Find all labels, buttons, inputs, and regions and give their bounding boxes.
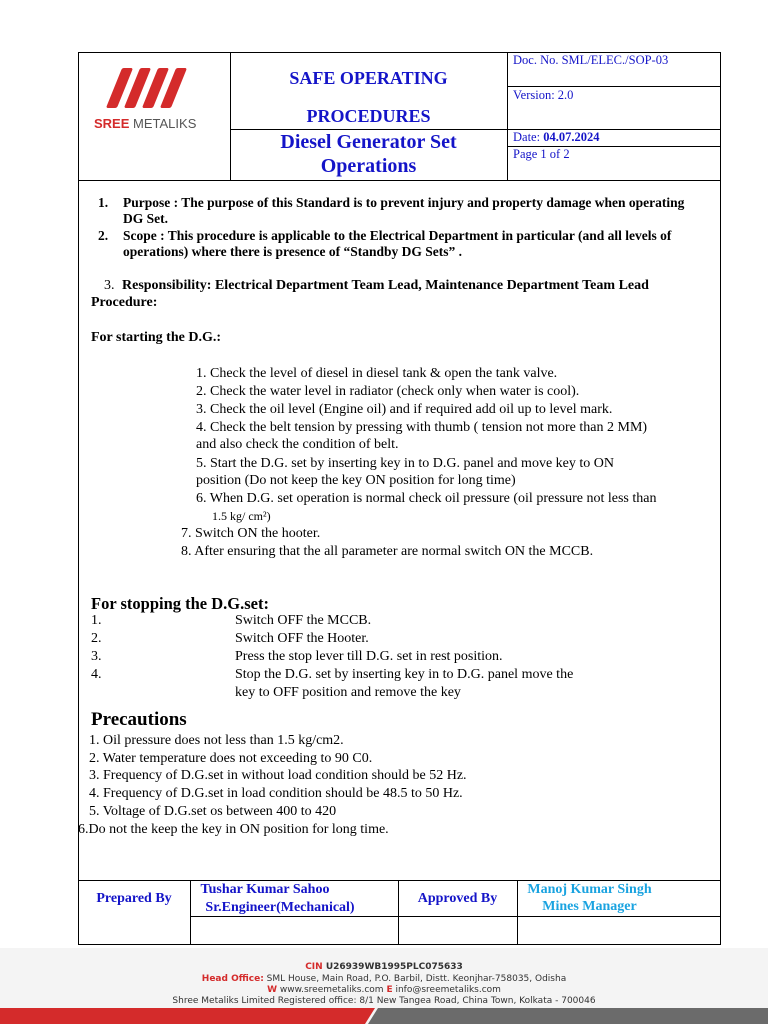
list-item: and also check the condition of belt. [196, 437, 399, 452]
list-item: 1.5 kg/ cm²) [212, 509, 271, 523]
list-item: 1. Check the level of diesel in diesel tank & open the tank valve. [196, 366, 558, 381]
section-heading: For stopping the D.G.set: [91, 594, 269, 613]
page-number: Page 1 of 2 [513, 147, 570, 161]
list-item: 3. Frequency of D.G.set in without load condition should be 52 Hz. [89, 768, 467, 783]
footer-contact: W www.sreemetaliks.com E info@sreemetaliks.com [267, 985, 501, 995]
list-item: Switch OFF the MCCB. [235, 613, 372, 628]
list-item: Switch OFF the Hooter. [235, 631, 369, 646]
header-divider [230, 129, 507, 130]
company-name: SREE METALIKS [94, 116, 197, 131]
list-number: 2. [91, 631, 102, 646]
doc-version: Version: 2.0 [513, 88, 574, 102]
page-title-line2: PROCEDURES [306, 106, 431, 126]
header-divider [507, 86, 721, 87]
table-border [398, 880, 399, 945]
scope-text: Scope : This procedure is applicable to the Electrical Department in particular (and all levels of [123, 228, 672, 243]
list-item: 5. Start the D.G. set by inserting key in to D.G. panel and move key to ON [196, 456, 614, 471]
document-subtitle-line2: Operations [320, 155, 417, 177]
footer-stripe [0, 1008, 768, 1024]
prepared-by-label: Prepared By [96, 891, 172, 906]
list-item: 7. Switch ON the hooter. [181, 526, 321, 541]
list-item: 2. Water temperature does not exceeding to 90 C0. [89, 751, 373, 766]
list-item: 5. Voltage of D.G.set os between 400 to 420 [89, 804, 337, 819]
list-item: 6.Do not the keep the key in ON position for long time. [78, 822, 389, 837]
list-item: 8. After ensuring that the all parameter are normal switch ON the MCCB. [181, 544, 594, 559]
list-item: 3. Check the oil level (Engine oil) and if required add oil up to level mark. [196, 402, 613, 417]
scope-text: operations) where there is presence of “Standby DG Sets” . [123, 244, 462, 259]
doc-number: Doc. No. SML/ELEC./SOP-03 [513, 53, 669, 67]
footer-registered-office: Shree Metaliks Limited Registered office: 8/1 New Tangea Road, China Town, Kolkata - 700046 [172, 996, 596, 1006]
table-border [78, 880, 721, 881]
company-logo-icon [104, 68, 194, 110]
section-heading: Precautions [91, 709, 187, 730]
purpose-text: Purpose : The purpose of this Standard is to prevent injury and property damage when operating [123, 195, 685, 210]
header-divider [507, 52, 508, 180]
list-item: 1. Oil pressure does not less than 1.5 kg/cm2. [89, 733, 344, 748]
procedure-heading: Procedure: [91, 295, 158, 310]
list-item: 4. Frequency of D.G.set in load condition should be 48.5 to 50 Hz. [89, 786, 463, 801]
approved-by-label: Approved By [417, 891, 498, 906]
list-number: 3. [91, 649, 102, 664]
list-item: 2. Check the water level in radiator (check only when water is cool). [196, 384, 580, 399]
footer-head-office: Head Office: SML House, Main Road, P.O. Barbil, Distt. Keonjhar-758035, Odisha [201, 974, 567, 984]
footer-cin: CIN U26939WB1995PLC075633 [305, 962, 463, 972]
list-number: 4. [91, 667, 102, 682]
list-item: 6. When D.G. set operation is normal check oil pressure (oil pressure not less than [196, 491, 657, 506]
list-item: Stop the D.G. set by inserting key in to D.G. panel move the [235, 667, 574, 682]
header-divider [78, 180, 721, 181]
list-number: 1. [98, 195, 109, 210]
document-subtitle: Diesel Generator Set [280, 131, 457, 153]
approver-title: Mines Manager [542, 899, 637, 914]
table-border [190, 916, 721, 917]
list-item: Press the stop lever till D.G. set in rest position. [235, 649, 503, 664]
preparer-title: Sr.Engineer(Mechanical) [205, 900, 355, 915]
list-number: 1. [91, 613, 102, 628]
preparer-name: Tushar Kumar Sahoo [200, 882, 330, 897]
approver-name: Manoj Kumar Singh [527, 882, 652, 897]
responsibility-text: Responsibility: Electrical Department Team Lead, Maintenance Department Team Lead [122, 278, 649, 293]
list-item: 4. Check the belt tension by pressing with thumb ( tension not more than 2 MM) [196, 420, 648, 435]
list-number: 3. [104, 278, 115, 293]
page-title: SAFE OPERATING [289, 68, 448, 88]
section-heading: For starting the D.G.: [91, 330, 221, 345]
list-number: 2. [98, 228, 109, 243]
list-item: key to OFF position and remove the key [235, 685, 461, 700]
doc-date: Date: 04.07.2024 [513, 130, 600, 144]
purpose-text: DG Set. [123, 211, 168, 226]
list-item: position (Do not keep the key ON position for long time) [196, 473, 516, 488]
